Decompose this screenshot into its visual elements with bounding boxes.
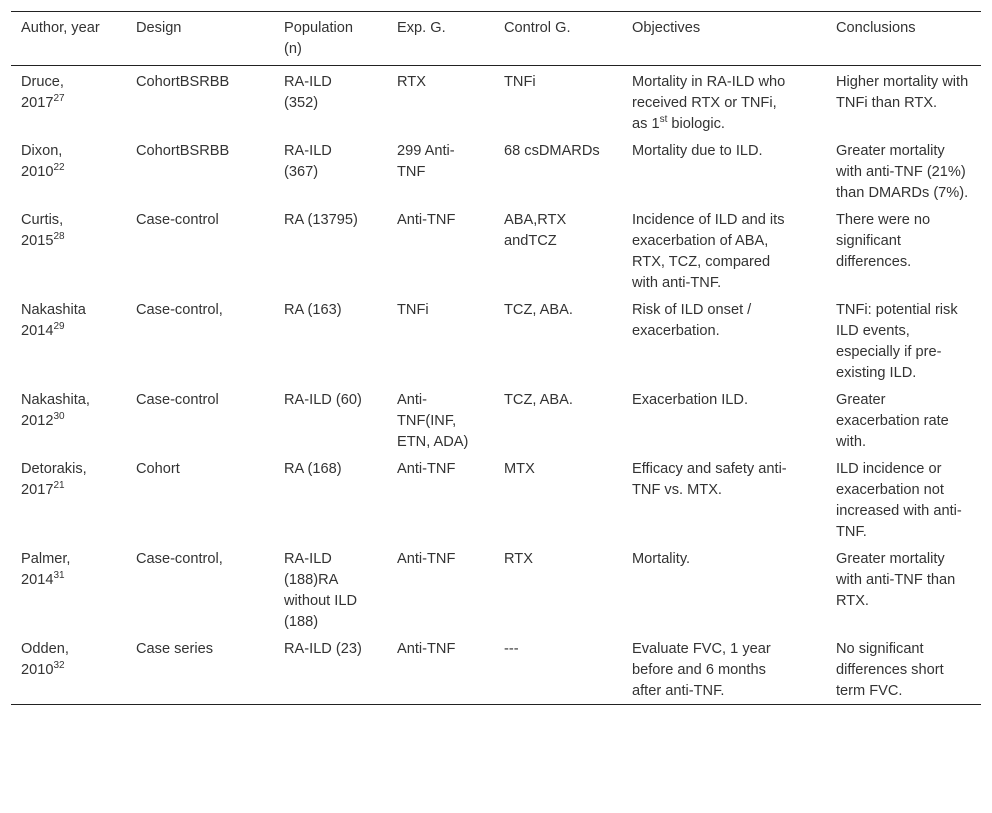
- control-group-text: RTX: [504, 551, 533, 567]
- table-header: [11, 12, 981, 66]
- table-row: [11, 66, 981, 138]
- control-group-text: ABA,RTX andTCZ: [504, 212, 567, 249]
- cell-population: [274, 635, 387, 705]
- cell-objectives: [622, 206, 826, 296]
- conclusions-text: No significant differences short term FVC.: [836, 641, 944, 699]
- objectives-tail-text: biologic.: [667, 116, 725, 132]
- cell-conclusions: [826, 206, 981, 296]
- cell-author-year: [11, 635, 126, 705]
- table-row: [11, 206, 981, 296]
- design-text: Case series: [136, 641, 214, 657]
- cell-objectives: [622, 386, 826, 455]
- reference-number: 29: [53, 321, 65, 333]
- cell-exp-group: [387, 206, 494, 296]
- cell-design: [126, 635, 274, 705]
- cell-design: [126, 206, 274, 296]
- reference-number: 21: [53, 480, 65, 492]
- conclusions-text: Greater mortality with anti-TNF than RTX.: [836, 551, 956, 609]
- cell-conclusions: [826, 66, 981, 138]
- table-row: [11, 137, 981, 206]
- objectives-text: Evaluate FVC, 1 year before and 6 months after anti-TNF.: [632, 641, 771, 699]
- control-group-text: TNFi: [504, 74, 536, 90]
- header-conclusions: Conclusions: [836, 20, 916, 36]
- population-text: RA-ILD (23): [284, 641, 362, 657]
- author-year-text: Detorakis, 2017: [21, 461, 87, 498]
- cell-author-year: [11, 455, 126, 545]
- design-text: Case-control,: [136, 551, 223, 567]
- reference-number: 32: [53, 660, 65, 672]
- cell-population: [274, 455, 387, 545]
- author-year-text: Dixon, 2010: [21, 143, 63, 180]
- cell-conclusions: [826, 635, 981, 705]
- cell-conclusions: [826, 455, 981, 545]
- conclusions-text: There were no significant differences.: [836, 212, 931, 270]
- header-design: Design: [136, 20, 182, 36]
- design-text: Case-control: [136, 392, 219, 408]
- cell-design: [126, 455, 274, 545]
- population-text: RA (163): [284, 302, 342, 318]
- cell-design: [126, 137, 274, 206]
- cell-objectives: [622, 545, 826, 635]
- population-text: RA-ILD (352): [284, 74, 332, 111]
- objectives-superscript: st: [659, 114, 668, 126]
- cell-author-year: [11, 545, 126, 635]
- reference-number: 30: [53, 411, 65, 423]
- objectives-text: Risk of ILD onset / exacerbation.: [632, 302, 752, 339]
- conclusions-text: Greater mortality with anti-TNF (21%) than DMARDs (7%).: [836, 143, 969, 201]
- cell-objectives: [622, 66, 826, 138]
- cell-population: [274, 66, 387, 138]
- author-year-text: Nakashita 2014: [21, 302, 86, 339]
- exp-group-text: Anti-TNF: [397, 461, 456, 477]
- cell-author-year: [11, 137, 126, 206]
- exp-group-text: Anti-TNF: [397, 551, 456, 567]
- cell-design: [126, 386, 274, 455]
- header-row: [11, 12, 981, 66]
- design-text: CohortBSRBB: [136, 143, 230, 159]
- cell-exp-group: [387, 296, 494, 386]
- conclusions-text: Higher mortality with TNFi than RTX.: [836, 74, 969, 111]
- author-year-text: Palmer, 2014: [21, 551, 71, 588]
- objectives-text: Incidence of ILD and its exacerbation of ABA, RTX, TCZ, compared with anti-TNF.: [632, 212, 785, 291]
- exp-group-text: 299 Anti-TNF: [397, 143, 455, 180]
- cell-exp-group: [387, 455, 494, 545]
- design-text: Cohort: [136, 461, 180, 477]
- cell-control-group: [494, 635, 622, 705]
- control-group-text: TCZ, ABA.: [504, 302, 573, 318]
- cell-population: [274, 386, 387, 455]
- objectives-text: Mortality due to ILD.: [632, 143, 763, 159]
- table-row: [11, 635, 981, 705]
- header-objectives: Objectives: [632, 20, 701, 36]
- header-control-group: Control G.: [504, 20, 571, 36]
- cell-objectives: [622, 296, 826, 386]
- cell-control-group: [494, 206, 622, 296]
- objectives-text: Exacerbation ILD.: [632, 392, 749, 408]
- cell-control-group: [494, 66, 622, 138]
- objectives-text: Mortality in RA-ILD who received RTX or TNFi, as 1: [632, 74, 786, 132]
- cell-design: [126, 545, 274, 635]
- cell-author-year: [11, 296, 126, 386]
- reference-number: 28: [53, 231, 65, 243]
- author-year-text: Nakashita, 2012: [21, 392, 90, 429]
- table-row: [11, 386, 981, 455]
- cell-exp-group: [387, 66, 494, 138]
- exp-group-text: RTX: [397, 74, 426, 90]
- control-group-text: ---: [504, 641, 519, 657]
- author-year-text: Druce, 2017: [21, 74, 64, 111]
- population-text: RA (13795): [284, 212, 358, 228]
- conclusions-text: Greater exacerbation rate with.: [836, 392, 949, 450]
- population-text: RA-ILD (60): [284, 392, 362, 408]
- control-group-text: 68 csDMARDs: [504, 143, 600, 159]
- design-text: Case-control,: [136, 302, 223, 318]
- design-text: CohortBSRBB: [136, 74, 230, 90]
- table-row: [11, 545, 981, 635]
- objectives-text: Efficacy and safety anti-TNF vs. MTX.: [632, 461, 787, 498]
- header-exp-group: Exp. G.: [397, 20, 446, 36]
- cell-control-group: [494, 137, 622, 206]
- exp-group-text: TNFi: [397, 302, 429, 318]
- cell-conclusions: [826, 386, 981, 455]
- cell-author-year: [11, 386, 126, 455]
- conclusions-text: TNFi: potential risk ILD events, especially if pre-existing ILD.: [836, 302, 958, 381]
- header-author-year: Author, year: [21, 20, 100, 36]
- cell-objectives: [622, 455, 826, 545]
- exp-group-text: Anti-TNF(INF, ETN, ADA): [397, 392, 469, 450]
- control-group-text: TCZ, ABA.: [504, 392, 573, 408]
- cell-objectives: [622, 137, 826, 206]
- author-year-text: Odden, 2010: [21, 641, 69, 678]
- cell-exp-group: [387, 137, 494, 206]
- population-text: RA (168): [284, 461, 342, 477]
- cell-exp-group: [387, 635, 494, 705]
- population-text: RA-ILD (188)RA without ILD (188): [284, 551, 358, 630]
- cell-control-group: [494, 386, 622, 455]
- cell-design: [126, 296, 274, 386]
- control-group-text: MTX: [504, 461, 535, 477]
- exp-group-text: Anti-TNF: [397, 641, 456, 657]
- population-text: RA-ILD (367): [284, 143, 332, 180]
- reference-number: 22: [53, 162, 65, 174]
- exp-group-text: Anti-TNF: [397, 212, 456, 228]
- cell-control-group: [494, 455, 622, 545]
- author-year-text: Curtis, 2015: [21, 212, 64, 249]
- reference-number: 27: [53, 93, 65, 105]
- design-text: Case-control: [136, 212, 219, 228]
- cell-population: [274, 545, 387, 635]
- cell-exp-group: [387, 386, 494, 455]
- studies-table: [11, 11, 981, 705]
- cell-population: [274, 137, 387, 206]
- cell-conclusions: [826, 296, 981, 386]
- table-row: [11, 455, 981, 545]
- cell-conclusions: [826, 137, 981, 206]
- header-population: Population (n): [284, 20, 353, 57]
- cell-conclusions: [826, 545, 981, 635]
- cell-exp-group: [387, 545, 494, 635]
- cell-control-group: [494, 545, 622, 635]
- reference-number: 31: [53, 570, 65, 582]
- cell-population: [274, 296, 387, 386]
- conclusions-text: ILD incidence or exacerbation not increased with anti-TNF.: [836, 461, 962, 540]
- cell-control-group: [494, 296, 622, 386]
- table-body: [11, 66, 981, 705]
- cell-design: [126, 66, 274, 138]
- cell-objectives: [622, 635, 826, 705]
- cell-author-year: [11, 66, 126, 138]
- cell-author-year: [11, 206, 126, 296]
- cell-population: [274, 206, 387, 296]
- objectives-text: Mortality.: [632, 551, 691, 567]
- table-row: [11, 296, 981, 386]
